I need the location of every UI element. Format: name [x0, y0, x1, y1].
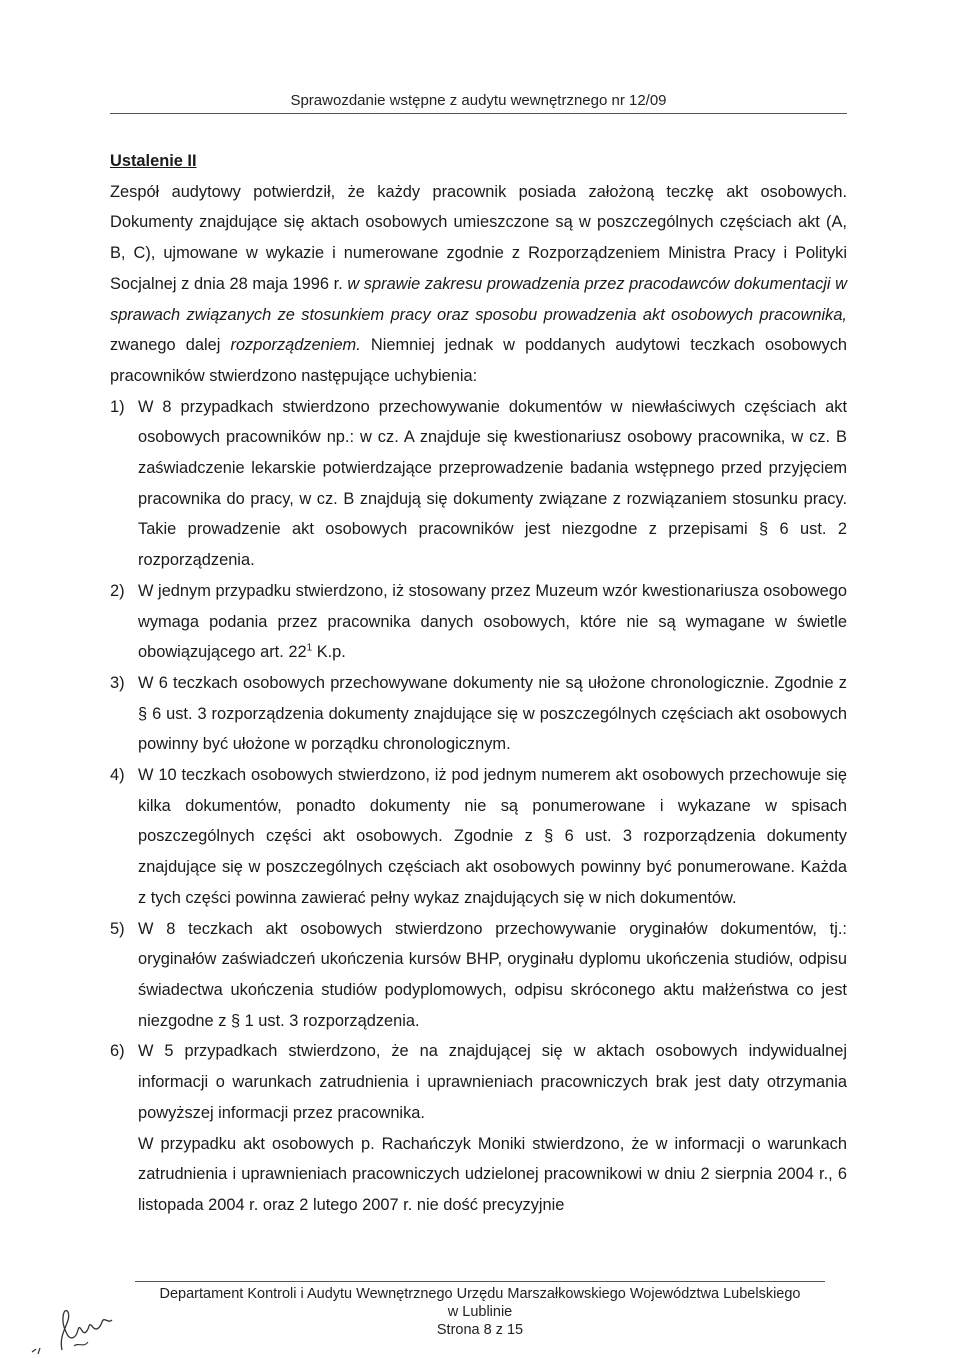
finding-text: W 10 teczkach osobowych stwierdzono, iż pod jednym numerem akt osobowych przechowuje się kilka dokumentów, ponadto dokumenty nie są ponumerowane i wykazane w spisach poszczególnych części akt osobowych. Zgodnie z § 6 ust. 3 rozporządzenia dokumenty znajdujące się w poszczególnych częściach akt osobowych powinny być ponumerowane. Każda z tych części powinna zawierać pełny wykaz znajdujących się w nich dokumentów.: [138, 766, 847, 907]
footer-department: Departament Kontroli i Audytu Wewnętrznego Urzędu Marszałkowskiego Województwa Lubelskiego: [159, 1286, 801, 1302]
intro-text-2: zwanego dalej: [110, 336, 221, 355]
page-footer: [135, 1281, 825, 1339]
intro-italic-regulation-short: rozporządzeniem.: [230, 336, 361, 355]
document-body: [110, 146, 847, 1221]
intro-text-1: Zespół audytowy potwierdził, że każdy pracownik posiada założoną teczkę akt osobowych. Dokumenty znajdujące się aktach osobowych umieszczone są w poszczególnych częściach akt (A, B, C), ujmowane w wykazie i numerowane zgodnie z Rozporządzeniem Ministra Pracy i Polityki Socjalnej z dnia 28 maja 1996 r.: [110, 182, 847, 293]
finding-item-1: [110, 392, 847, 576]
page-header: Sprawozdanie wstępne z audytu wewnętrznego nr 12/09: [110, 92, 847, 114]
finding-number: 2): [110, 581, 125, 600]
handwritten-signature: [28, 1302, 138, 1358]
intro-text-3: Niemniej jednak w poddanych audytowi teczkach osobowych pracowników stwierdzono następujące uchybienia:: [110, 336, 848, 385]
finding-text: W 8 teczkach akt osobowych stwierdzono przechowywanie oryginałów dokumentów, tj.: oryginałów zaświadczeń ukończenia kursów BHP, oryginału dyplomu ukończenia studiów, odpisu świadectwa ukończenia studiów podyplomowych, odpisu skróconego aktu małżeństwa co jest niezgodne z § 1 ust. 3 rozporządzenia.: [138, 919, 847, 1030]
finding-number: 5): [110, 919, 125, 938]
article-superscript: 1: [306, 642, 313, 654]
footer-city: w Lublinie: [447, 1304, 513, 1320]
section-heading: Ustalenie II: [110, 152, 197, 170]
finding-number: 6): [110, 1042, 125, 1061]
finding-item-4: [110, 760, 847, 914]
finding-text-main: W jednym przypadku stwierdzono, iż stosowany przez Muzeum wzór kwestionariusza osobowego wymaga podania przez pracownika danych osobowych, które nie są wymagane w świetle obowiązującego art. 22: [138, 581, 847, 662]
finding-text: W 6 teczkach osobowych przechowywane dokumenty nie są ułożone chronologicznie. Zgodnie z § 6 ust. 3 rozporządzenia dokumenty znajdujące się w poszczególnych częściach akt osobowych powinny być ułożone w porządku chronologicznym.: [138, 673, 847, 754]
finding-number: 3): [110, 673, 125, 692]
finding-number: 4): [110, 766, 125, 785]
finding-text: [138, 576, 847, 668]
finding-item-6: [110, 1036, 847, 1220]
footer-page-number: Strona 8 z 15: [436, 1322, 524, 1338]
finding-item-3: [110, 668, 847, 760]
intro-italic-regulation-title: w sprawie zakresu prowadzenia przez pracodawców dokumentacji w sprawach związanych ze stosunkiem pracy oraz sposobu prowadzenia akt osobowych pracownika,: [110, 274, 847, 324]
finding-number: 1): [110, 397, 125, 416]
findings-list: [110, 392, 847, 1221]
finding-item-2: [110, 576, 847, 668]
finding-text: W 5 przypadkach stwierdzono, że na znajdującej się w aktach osobowych indywidualnej informacji o warunkach zatrudnienia i uprawnieniach pracowniczych brak jest daty otrzymania powyższej informacji przez pracownika.: [138, 1042, 847, 1122]
finding-text-continuation: W przypadku akt osobowych p. Rachańczyk Moniki stwierdzono, że w informacji o warunkach zatrudnienia i uprawnieniach pracowniczych udzielonej pracownikowi w dniu 2 sierpnia 2004 r., 6 listopada 2004 r. oraz 2 lutego 2007 r. nie dość precyzyjnie: [138, 1134, 847, 1214]
finding-item-5: [110, 914, 847, 1037]
intro-paragraph: [110, 177, 847, 392]
finding-text: W 8 przypadkach stwierdzono przechowywanie dokumentów w niewłaściwych częściach akt osobowych pracowników np.: w cz. A znajduje się kwestionariusz osobowy pracownika, w cz. B zaświadczenie lekarskie potwierdzające przeprowadzenie badania wstępnego przed przyjęciem pracownika do pracy, w cz. B znajdują się dokumenty związane z rozwiązaniem stosunku pracy. Takie prowadzenie akt osobowych pracowników jest niezgodne z przepisami § 6 ust. 2 rozporządzenia.: [138, 397, 847, 570]
finding-text-tail: K.p.: [312, 643, 346, 662]
